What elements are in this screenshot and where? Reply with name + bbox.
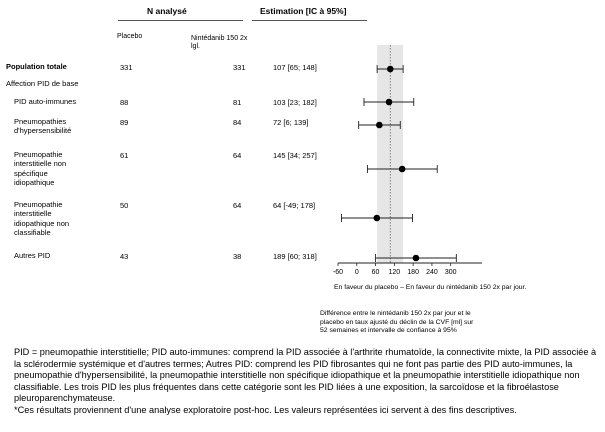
- estimate-point: [399, 166, 406, 173]
- subgroup-label: [14, 150, 66, 188]
- subgroup-label: [14, 97, 76, 106]
- subgroup-label-line: d'hypersensibilité: [14, 126, 72, 136]
- nintedanib-header-line1: Nintédanib 150 2x: [191, 35, 248, 42]
- n-analysed-header: N analysé: [147, 6, 187, 16]
- x-tick-label: 60: [371, 269, 380, 276]
- nintedanib-n-cell: 64: [233, 201, 242, 210]
- nintedanib-n-cell: 81: [233, 98, 242, 107]
- estimate-cell: 103 [23; 182]: [273, 98, 317, 107]
- placebo-column-header: Placebo: [117, 33, 143, 40]
- estimate-point: [386, 99, 393, 106]
- placebo-n-cell: 88: [120, 98, 129, 107]
- subgroup-label-line: interstitielle: [14, 209, 52, 219]
- placebo-n-cell: 43: [120, 252, 129, 261]
- group-label: [6, 79, 78, 88]
- estimate-point: [387, 66, 394, 73]
- subgroup-label-line: Affection PID de base: [6, 79, 79, 88]
- x-tick-label: -60: [332, 269, 344, 276]
- chart-note-line: placebo en taux ajusté du déclin de la CVF [ml] sur: [320, 318, 474, 326]
- footnote-disclaimer: *Ces résultats proviennent d'une analyse exploratoire post-hoc. Les valeurs représentées ici servent à des fins descriptives.: [14, 404, 517, 415]
- estimate-header-underline: [252, 20, 367, 21]
- estimate-cell: 72 [6; 139]: [273, 118, 309, 127]
- subgroup-label-line: spécifique: [14, 168, 48, 178]
- subgroup-label: [14, 200, 69, 238]
- estimate-point: [413, 255, 420, 262]
- nintedanib-column-header: [191, 35, 247, 51]
- footnotes: [14, 347, 598, 417]
- x-tick-label: 0: [354, 269, 359, 276]
- chart-note-line: 52 semaines et intervalle de confiance à 95%: [320, 327, 457, 335]
- subgroup-label-line: classifiable: [14, 228, 51, 238]
- chart-note: [320, 310, 473, 336]
- placebo-n-cell: 61: [120, 151, 129, 160]
- subgroup-label-line: idiopathique: [14, 178, 55, 188]
- subgroup-label-line: PID auto-immunes: [14, 97, 77, 106]
- estimate-cell: 189 [60; 318]: [273, 252, 317, 261]
- nintedanib-n-cell: 84: [233, 118, 242, 127]
- nintedanib-n-cell: 331: [233, 63, 246, 72]
- chart-note-line: Différence entre le nintédanib 150 2x par jour et le: [320, 310, 471, 317]
- placebo-n-cell: 331: [120, 63, 133, 72]
- subgroup-label-line: Population totale: [6, 62, 67, 71]
- estimate-cell: 107 [65; 148]: [273, 63, 317, 72]
- estimate-point: [376, 122, 383, 129]
- subgroup-label-line: interstitielle non: [14, 159, 67, 169]
- subgroup-label: [14, 117, 71, 136]
- x-tick-label: 180: [407, 269, 419, 276]
- nintedanib-n-cell: 38: [233, 252, 242, 261]
- estimate-point: [374, 215, 381, 222]
- footnote-abbreviations: PID = pneumopathie interstitielle; PID auto-immunes: comprend la PID associée à l'arthrite rhumatoïde, la connectivite mixte, la PID associée à la sclérodermie systémique et d'autres termes; Autres PID: comprend les PID fibrosantes qui ne font pas partie des PID auto-immunes, la pneumopathie d'hypersensibilité, la pneumopathie interstitielle non spécifique idiopathique et la pneumopathie interstitielle idiopathique non classifiable. Les trois PID les plus fréquentes dans cette catégorie sont les PID liées à une exposition, la sarcoïdose et la fibroélastose pleuroparenchymateuse.: [14, 347, 597, 404]
- placebo-n-cell: 50: [120, 201, 129, 210]
- subgroup-label-line: idiopathique non: [14, 218, 70, 228]
- subgroup-label-line: Pneumopathie: [14, 150, 63, 159]
- nintedanib-header-line2: lgl.: [191, 43, 200, 50]
- estimate-header: Estimation [IC à 95%]: [260, 6, 347, 16]
- estimate-cell: 64 [-49; 178]: [273, 201, 316, 210]
- favour-caption: En faveur du placebo – En faveur du nintédanib 150 2x par jour.: [334, 284, 527, 291]
- subgroup-label-line: Pneumopathies: [14, 117, 67, 126]
- subgroup-label: [14, 251, 50, 260]
- subgroup-label: [6, 62, 67, 71]
- x-tick-label: 300: [444, 269, 457, 276]
- estimate-cell: 145 [34; 257]: [273, 151, 317, 160]
- x-tick-label: 120: [388, 269, 401, 276]
- subgroup-label-line: Autres PID: [14, 251, 51, 260]
- placebo-n-cell: 89: [120, 118, 129, 127]
- nintedanib-n-cell: 64: [233, 151, 242, 160]
- n-header-underline: [118, 20, 243, 21]
- x-tick-label: 240: [426, 269, 438, 276]
- subgroup-label-line: Pneumopathie: [14, 200, 63, 209]
- forest-plot: [330, 45, 490, 285]
